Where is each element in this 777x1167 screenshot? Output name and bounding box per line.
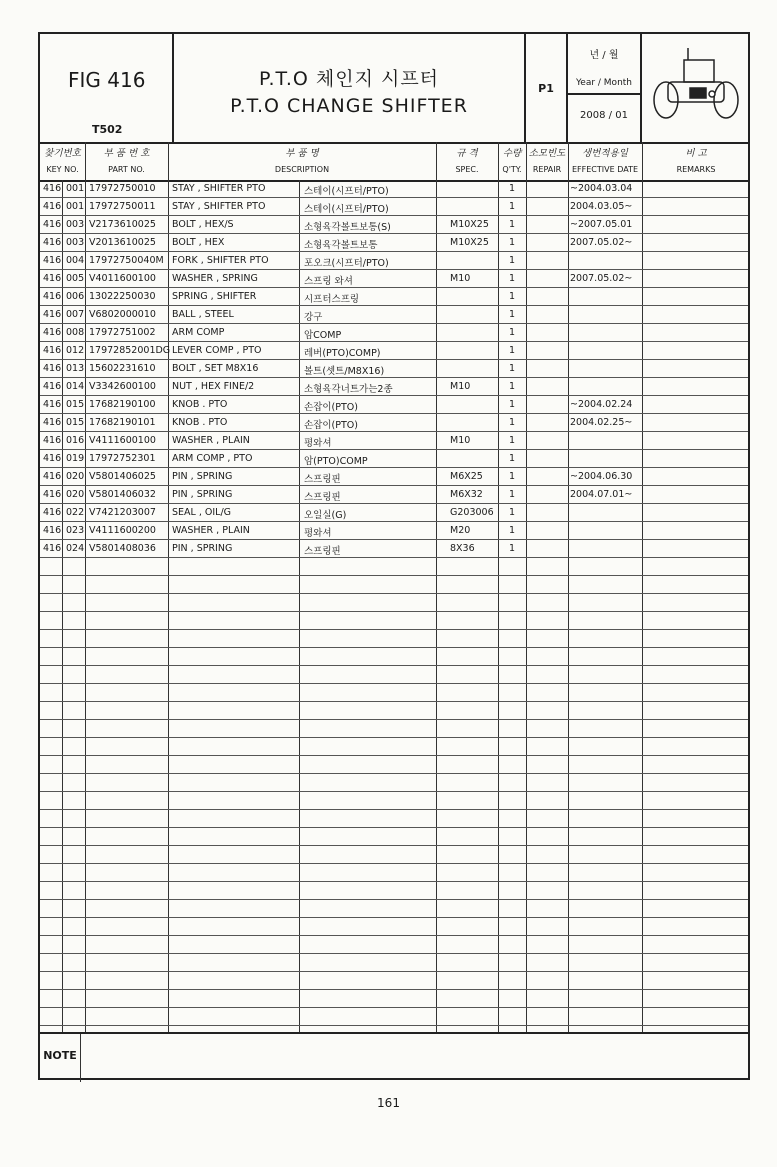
cell-spec: M10	[450, 435, 471, 446]
cell-qty: 1	[509, 525, 516, 536]
cell-part: V7421203007	[89, 507, 156, 518]
table-row	[40, 360, 748, 378]
cell-fig: 416	[43, 219, 62, 230]
table-row	[40, 306, 748, 324]
cell-desc: PIN , SPRING	[172, 471, 233, 482]
cell-eff: ~2004.03.04	[570, 183, 633, 194]
cell-key: 015	[66, 399, 85, 410]
cell-desc-kr: 스테이(시프터/PTO)	[304, 204, 389, 215]
table-row	[40, 738, 748, 756]
table-row	[40, 378, 748, 396]
col-remarks: 비 고 REMARKS	[676, 148, 716, 174]
cell-desc: BALL , STEEL	[172, 309, 234, 320]
cell-desc-kr: 볼트(셋트/M8X16)	[304, 366, 385, 377]
cell-key: 016	[66, 435, 85, 446]
cell-fig: 416	[43, 417, 62, 428]
cell-fig: 416	[43, 183, 62, 194]
cell-part: V4011600100	[89, 273, 156, 284]
cell-part: V4111600200	[89, 525, 156, 536]
cell-part: 17682190100	[89, 399, 156, 410]
cell-desc-kr: 스프링 와셔	[304, 276, 353, 287]
col-description: 부 품 명 DESCRIPTION	[274, 148, 330, 174]
cell-key: 001	[66, 201, 85, 212]
cell-key: 008	[66, 327, 85, 338]
table-row	[40, 270, 748, 288]
cell-qty: 1	[509, 417, 516, 428]
cell-part: V4111600100	[89, 435, 156, 446]
cell-qty: 1	[509, 309, 516, 320]
cell-eff: 2004.03.05~	[570, 201, 633, 212]
cell-spec: M10	[450, 273, 471, 284]
table-row	[40, 936, 748, 954]
table-row	[40, 414, 748, 432]
cell-spec: M6X32	[450, 489, 483, 500]
cell-desc: SPRING , SHIFTER	[172, 291, 257, 302]
cell-qty: 1	[509, 381, 516, 392]
sheet-header	[40, 34, 748, 144]
cell-part: V5801406032	[89, 489, 156, 500]
cell-desc-kr: 손잡이(PTO)	[304, 402, 358, 413]
cell-key: 020	[66, 489, 85, 500]
table-row	[40, 594, 748, 612]
cell-fig: 416	[43, 507, 62, 518]
table-row	[40, 396, 748, 414]
cell-eff: 2007.05.02~	[570, 273, 633, 284]
year-month-cell	[568, 34, 642, 142]
cell-fig: 416	[43, 489, 62, 500]
title-cell	[174, 34, 526, 142]
cell-fig: 416	[43, 543, 62, 554]
table-row	[40, 288, 748, 306]
table-row	[40, 900, 748, 918]
cell-part: V5801406025	[89, 471, 156, 482]
figure-number: FIG 416	[68, 68, 146, 92]
cell-eff: ~2004.02.24	[570, 399, 633, 410]
cell-desc: PIN , SPRING	[172, 543, 233, 554]
cell-desc-kr: 스프링핀	[304, 474, 341, 485]
cell-spec: 8X36	[450, 543, 475, 554]
cell-key: 015	[66, 417, 85, 428]
cell-part: V2173610025	[89, 219, 156, 230]
cell-desc-kr: 소형육각너트가는2종	[304, 384, 393, 395]
table-row	[40, 864, 748, 882]
cell-desc: NUT , HEX FINE/2	[172, 381, 255, 392]
cell-eff: 2007.05.02~	[570, 237, 633, 248]
cell-desc: ARM COMP	[172, 327, 225, 338]
cell-desc-kr: 손잡이(PTO)	[304, 420, 358, 431]
cell-desc: KNOB . PTO	[172, 417, 228, 428]
cell-spec: M20	[450, 525, 471, 536]
cell-qty: 1	[509, 255, 516, 266]
col-effective-date: 생번적용일 EFFECTIVE DATE	[571, 148, 639, 174]
cell-part: 13022250030	[89, 291, 156, 302]
cell-eff: ~2007.05.01	[570, 219, 633, 230]
table-row	[40, 522, 748, 540]
table-row	[40, 450, 748, 468]
cell-part: V5801408036	[89, 543, 156, 554]
cell-key: 003	[66, 237, 85, 248]
col-spec: 규 격 SPEC.	[455, 148, 479, 174]
table-row	[40, 810, 748, 828]
cell-spec: M6X25	[450, 471, 483, 482]
tractor-icon	[646, 38, 746, 138]
table-row	[40, 702, 748, 720]
cell-qty: 1	[509, 273, 516, 284]
cell-desc-kr: 암(PTO)COMP	[304, 456, 368, 467]
table-row	[40, 972, 748, 990]
table-row	[40, 324, 748, 342]
cell-qty: 1	[509, 291, 516, 302]
cell-desc: STAY , SHIFTER PTO	[172, 183, 266, 194]
cell-desc: BOLT , SET M8X16	[172, 363, 259, 374]
cell-fig: 416	[43, 327, 62, 338]
title-korean: P.T.O 체인지 시프터	[258, 68, 440, 90]
cell-desc-kr: 레버(PTO)COMP)	[304, 348, 381, 359]
col-part: 부 품 번 호 PART NO.	[103, 148, 150, 174]
cell-eff: 2004.02.25~	[570, 417, 633, 428]
cell-desc-kr: 평와셔	[304, 438, 332, 449]
cell-fig: 416	[43, 381, 62, 392]
cell-spec: M10	[450, 381, 471, 392]
table-row	[40, 180, 748, 198]
cell-desc-kr: 강구	[304, 312, 323, 323]
cell-qty: 1	[509, 327, 516, 338]
table-row	[40, 774, 748, 792]
cell-qty: 1	[509, 453, 516, 464]
col-key: 찾기번호 KEY NO.	[44, 148, 81, 174]
table-row	[40, 792, 748, 810]
cell-key: 024	[66, 543, 85, 554]
cell-fig: 416	[43, 201, 62, 212]
cell-qty: 1	[509, 237, 516, 248]
cell-desc: STAY , SHIFTER PTO	[172, 201, 266, 212]
cell-key: 013	[66, 363, 85, 374]
cell-desc-kr: 소형육각볼트보통	[304, 240, 378, 251]
page-number: 161	[377, 1096, 400, 1110]
cell-part: 17682190101	[89, 417, 156, 428]
cell-fig: 416	[43, 471, 62, 482]
table-row	[40, 828, 748, 846]
cell-fig: 416	[43, 255, 62, 266]
cell-fig: 416	[43, 309, 62, 320]
cell-key: 023	[66, 525, 85, 536]
table-row	[40, 486, 748, 504]
cell-part: 17972750040M	[89, 255, 164, 266]
cell-part: 17972752301	[89, 453, 156, 464]
year-month-value: 2008 / 01	[580, 110, 628, 121]
cell-desc-kr: 평와셔	[304, 528, 332, 539]
cell-spec: M10X25	[450, 219, 489, 230]
table-row	[40, 882, 748, 900]
cell-desc: BOLT , HEX	[172, 237, 225, 248]
cell-qty: 1	[509, 219, 516, 230]
cell-part: 15602231610	[89, 363, 156, 374]
cell-desc-kr: 오일실(G)	[304, 510, 347, 521]
cell-eff: ~2004.06.30	[570, 471, 633, 482]
table-row	[40, 756, 748, 774]
cell-key: 012	[66, 345, 85, 356]
model-code: T502	[92, 123, 123, 136]
table-row	[40, 666, 748, 684]
cell-desc-kr: 스프링핀	[304, 492, 341, 503]
cell-desc-kr: 스테이(시프터/PTO)	[304, 186, 389, 197]
cell-eff: 2004.07.01~	[570, 489, 633, 500]
table-row	[40, 234, 748, 252]
table-row	[40, 612, 748, 630]
table-row	[40, 846, 748, 864]
page-label: P1	[538, 82, 554, 95]
cell-desc-kr: 포오크(시프터/PTO)	[304, 258, 389, 269]
table-row	[40, 540, 748, 558]
cell-desc: WASHER , PLAIN	[172, 435, 250, 446]
cell-fig: 416	[43, 435, 62, 446]
cell-key: 019	[66, 453, 85, 464]
cell-fig: 416	[43, 363, 62, 374]
parts-sheet	[38, 32, 750, 1080]
table-row	[40, 684, 748, 702]
cell-qty: 1	[509, 543, 516, 554]
cell-qty: 1	[509, 201, 516, 212]
cell-fig: 416	[43, 237, 62, 248]
table-row	[40, 468, 748, 486]
figure-cell	[40, 34, 174, 142]
table-row	[40, 432, 748, 450]
cell-key: 001	[66, 183, 85, 194]
cell-key: 003	[66, 219, 85, 230]
cell-key: 020	[66, 471, 85, 482]
table-row	[40, 720, 748, 738]
note-label: NOTE	[40, 1034, 81, 1082]
cell-fig: 416	[43, 399, 62, 410]
table-row	[40, 630, 748, 648]
cell-desc-kr: 소형육각볼트보통(S)	[304, 222, 391, 233]
table-row	[40, 558, 748, 576]
table-row	[40, 954, 748, 972]
cell-desc: KNOB . PTO	[172, 399, 228, 410]
cell-desc: BOLT , HEX/S	[172, 219, 234, 230]
cell-qty: 1	[509, 471, 516, 482]
cell-part: V6802000010	[89, 309, 156, 320]
cell-spec: G203006	[450, 507, 494, 518]
note-section	[40, 1032, 748, 1082]
cell-part: V2013610025	[89, 237, 156, 248]
cell-key: 005	[66, 273, 85, 284]
table-row	[40, 648, 748, 666]
cell-key: 014	[66, 381, 85, 392]
cell-part: V3342600100	[89, 381, 156, 392]
cell-qty: 1	[509, 489, 516, 500]
year-month-korean: 년 / 월	[589, 50, 619, 61]
cell-desc: LEVER COMP , PTO	[172, 345, 262, 356]
cell-fig: 416	[43, 291, 62, 302]
cell-desc: PIN , SPRING	[172, 489, 233, 500]
year-month-english: Year / Month	[575, 78, 633, 88]
cell-qty: 1	[509, 507, 516, 518]
table-row	[40, 990, 748, 1008]
cell-desc-kr: 암COMP	[304, 330, 342, 341]
cell-desc: ARM COMP , PTO	[172, 453, 253, 464]
cell-key: 007	[66, 309, 85, 320]
col-qty: 수량 Q'TY.	[502, 148, 522, 174]
table-row	[40, 918, 748, 936]
table-row	[40, 216, 748, 234]
cell-desc: WASHER , SPRING	[172, 273, 258, 284]
cell-qty: 1	[509, 345, 516, 356]
cell-qty: 1	[509, 399, 516, 410]
cell-fig: 416	[43, 525, 62, 536]
cell-key: 004	[66, 255, 85, 266]
cell-qty: 1	[509, 183, 516, 194]
cell-desc: FORK , SHIFTER PTO	[172, 255, 269, 266]
table-row	[40, 576, 748, 594]
cell-part: 17972750010	[89, 183, 156, 194]
col-repair: 소모빈도 REPAIR	[528, 148, 566, 174]
cell-fig: 416	[43, 273, 62, 284]
table-row	[40, 504, 748, 522]
table-row	[40, 198, 748, 216]
cell-key: 006	[66, 291, 85, 302]
cell-part: 17972750011	[89, 201, 156, 212]
cell-fig: 416	[43, 453, 62, 464]
table-row	[40, 252, 748, 270]
page-cell	[526, 34, 568, 142]
cell-part: 17972852001DG	[89, 345, 171, 356]
cell-key: 022	[66, 507, 85, 518]
cell-desc-kr: 시프터스프링	[304, 294, 360, 305]
tractor-icon-cell	[642, 34, 750, 142]
cell-qty: 1	[509, 363, 516, 374]
cell-desc: SEAL , OIL/G	[172, 507, 232, 518]
cell-part: 17972751002	[89, 327, 156, 338]
cell-qty: 1	[509, 435, 516, 446]
table-row	[40, 1008, 748, 1026]
table-row	[40, 342, 748, 360]
cell-desc-kr: 스프링핀	[304, 546, 341, 557]
cell-desc: WASHER , PLAIN	[172, 525, 250, 536]
title-english: P.T.O CHANGE SHIFTER	[230, 95, 468, 117]
cell-fig: 416	[43, 345, 62, 356]
cell-spec: M10X25	[450, 237, 489, 248]
